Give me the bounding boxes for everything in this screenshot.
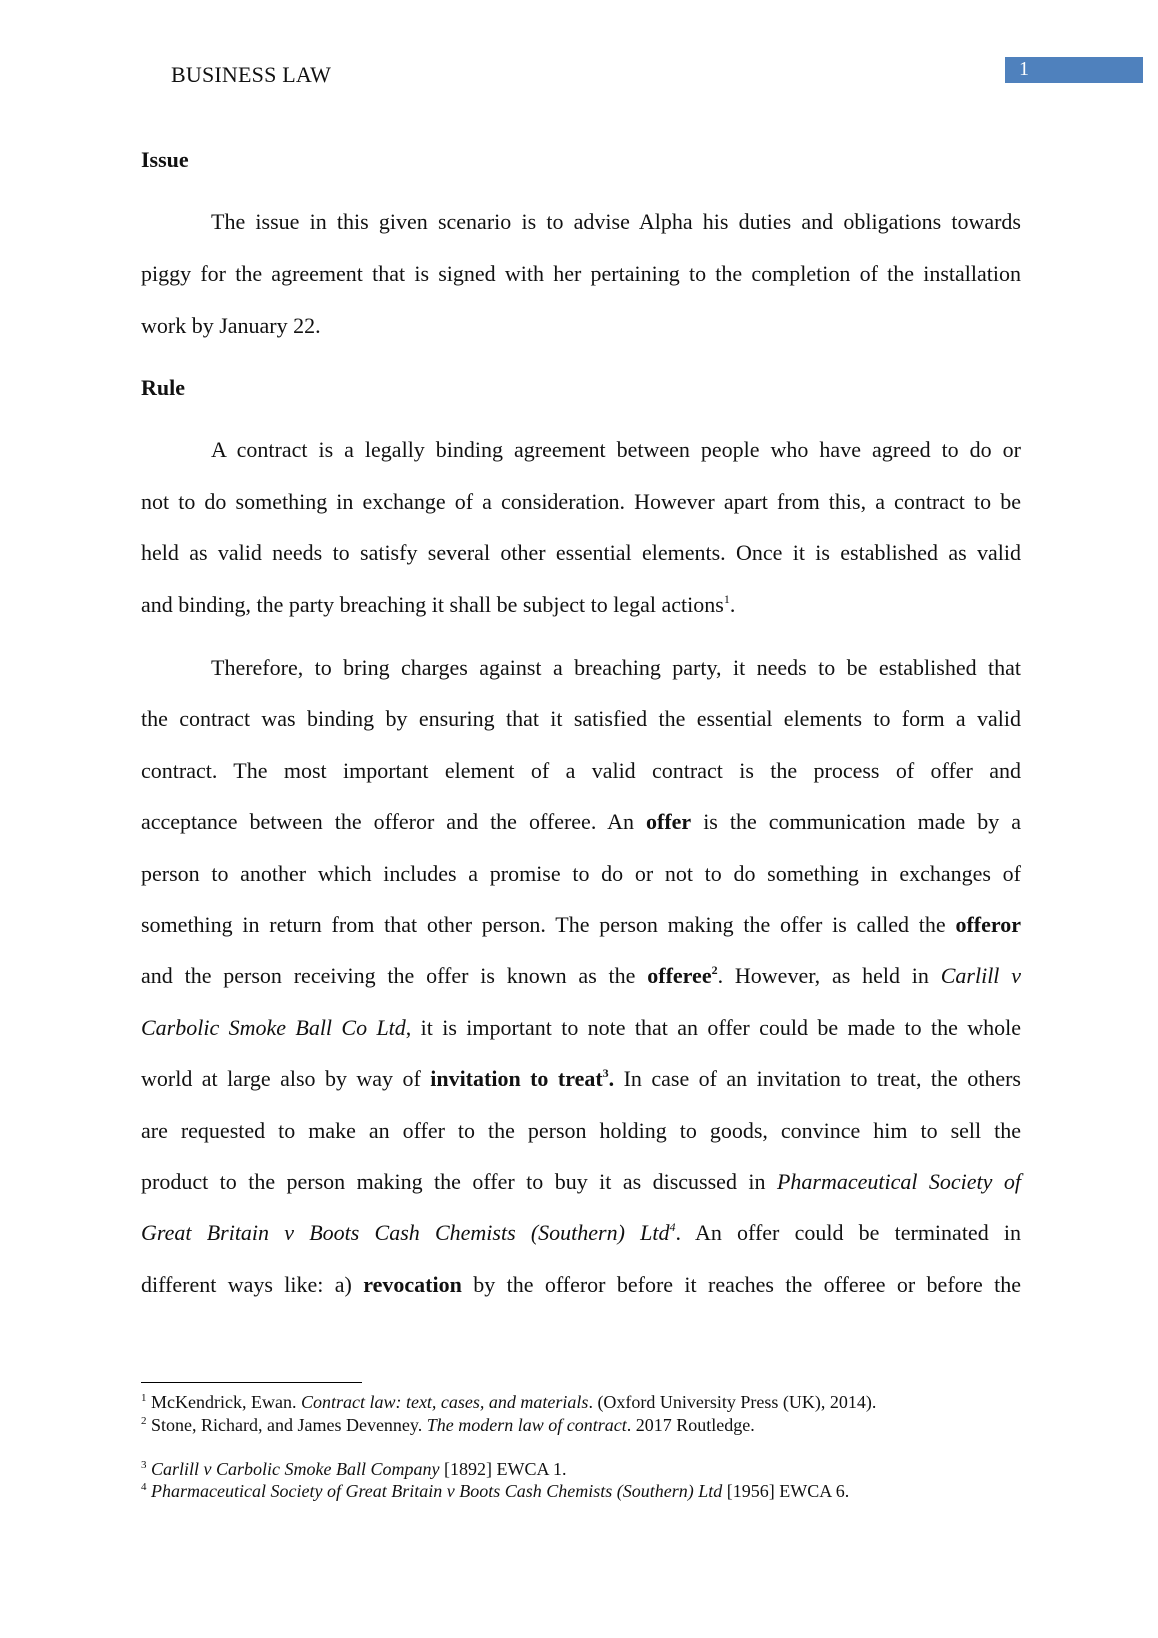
body-line: product to the person making the offer to buy it as discussed in Pharmaceutical Society of — [141, 1169, 1021, 1194]
running-header: BUSINESS LAW — [171, 62, 332, 87]
body-line: and binding, the party breaching it shall be subject to legal actions$^1$. — [141, 592, 736, 617]
body-line: Carbolic Smoke Ball Co Ltd, it is important to note that an offer could be made to the whole — [141, 1015, 1021, 1040]
rule-heading: Rule — [141, 375, 185, 400]
term-invitation-to-treat: invitation to treat$^3$. — [430, 1066, 615, 1091]
term-offer: offer — [646, 809, 692, 834]
case-citation: Pharmaceutical Society of — [776, 1169, 1021, 1194]
footnote-4: $^4$ Pharmaceutical Society of Great Britain v Boots Cash Chemists (Southern) Ltd [1956] EWCA 6. — [141, 1481, 850, 1501]
body-line: something in return from that other person. The person making the offer is called the offeror — [141, 912, 1021, 937]
body-line: different ways like: a) revocation by the offeror before it reaches the offeree or before the — [141, 1272, 1021, 1297]
footnote-ref: 1 — [723, 592, 730, 606]
page-number: 1 — [1019, 58, 1029, 80]
body-line: the contract was binding by ensuring that it satisfied the essential elements to form a valid — [141, 706, 1021, 731]
body-line: are requested to make an offer to the person holding to goods, convince him to sell the — [141, 1118, 1021, 1143]
issue-heading: Issue — [141, 147, 189, 172]
case-citation: Carbolic Smoke Ball Co Ltd — [141, 1015, 406, 1040]
body-line: not to do something in exchange of a consideration. However apart from this, a contract to be — [141, 489, 1021, 514]
body-line: contract. The most important element of a valid contract is the process of offer and — [141, 758, 1021, 783]
body-line: A contract is a legally binding agreement between people who have agreed to do or — [211, 437, 1021, 462]
footnote-1: $^1$ McKendrick, Ewan. Contract law: text, cases, and materials. (Oxford University Press (UK), 2014). — [141, 1392, 877, 1412]
body-line: Great Britain v Boots Cash Chemists (Southern) Ltd$^4$. An offer could be terminated in — [141, 1220, 1022, 1245]
body-line: person to another which includes a promise to do or not to do something in exchanges of — [141, 861, 1021, 886]
body-line: Therefore, to bring charges against a breaching party, it needs to be established that — [211, 655, 1021, 680]
footnote-2: $^2$ Stone, Richard, and James Devenney. The modern law of contract. 2017 Routledge. — [141, 1415, 755, 1435]
body-line: piggy for the agreement that is signed with her pertaining to the completion of the installation — [141, 261, 1021, 286]
case-citation: Great Britain v Boots Cash Chemists (Southern) Ltd$^4$ — [141, 1220, 676, 1245]
body-line: and the person receiving the offer is known as the offeree$^2$. However, as held in Carlill v — [141, 963, 1021, 988]
footnote-3: $^3$ Carlill v Carbolic Smoke Ball Company [1892] EWCA 1. — [141, 1459, 567, 1479]
body-line: The issue in this given scenario is to advise Alpha his duties and obligations towards — [211, 209, 1021, 234]
body-line: acceptance between the offeror and the offeree. An offer is the communication made by a — [141, 809, 1021, 834]
body-line: work by January 22. — [141, 313, 321, 338]
body-line: world at large also by way of invitation to treat$^3$. In case of an invitation to treat, the others — [141, 1066, 1021, 1091]
term-revocation: revocation — [363, 1272, 462, 1297]
case-citation: Carlill v — [940, 963, 1021, 988]
footnote-separator — [141, 1382, 362, 1383]
term-offeror: offeror — [955, 912, 1021, 937]
term-offeree: offeree$^2$ — [647, 963, 718, 988]
body-line: held as valid needs to satisfy several other essential elements. Once it is established as valid — [141, 540, 1021, 565]
